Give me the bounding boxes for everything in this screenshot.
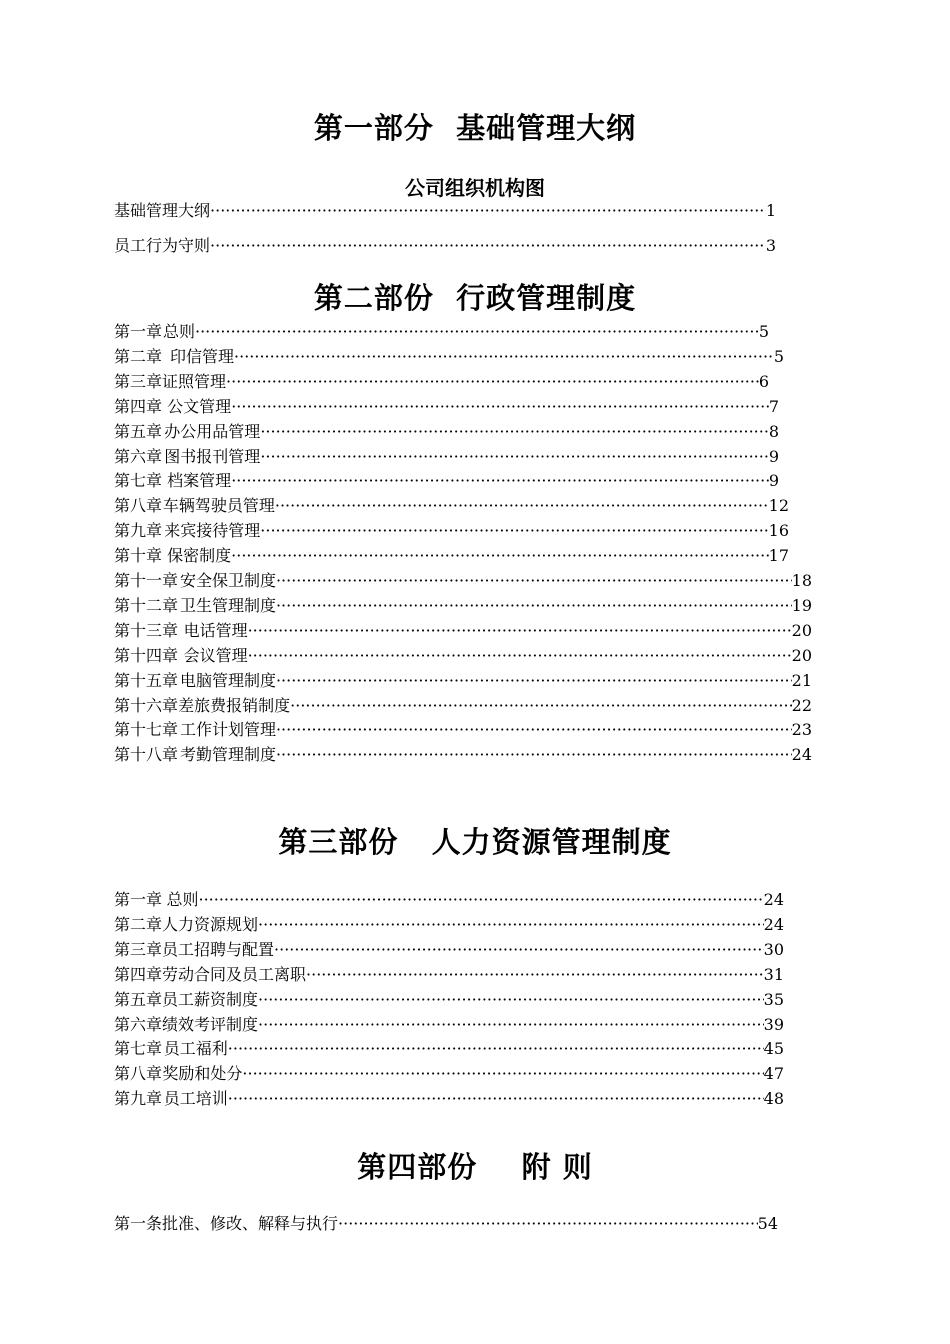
toc-leader-dots	[199, 889, 764, 911]
toc-entry-page: 23	[791, 720, 812, 740]
toc-entry-name: 车辆驾驶员管理	[162, 496, 275, 516]
toc-entry-name: 保密制度	[167, 546, 232, 566]
toc-entry-page: 24	[763, 890, 784, 909]
toc-entry-page: 17	[768, 546, 789, 566]
toc-leader-dots	[276, 744, 792, 766]
toc-entry-name: 卫生管理制度	[179, 595, 276, 615]
toc-entry[interactable]	[114, 200, 776, 222]
toc-entry-page: 1	[765, 201, 776, 220]
toc-entry[interactable]	[114, 939, 784, 961]
toc-entry-page: 21	[791, 670, 812, 690]
toc-chapter-label: 第三章	[114, 939, 163, 959]
toc-leader-dots	[226, 371, 759, 393]
toc-entry-name: 基础管理大纲	[114, 201, 211, 220]
toc-leader-dots	[228, 1088, 764, 1110]
toc-entry-name: 员工行为守则	[114, 236, 211, 255]
toc-entry-page: 8	[768, 421, 779, 441]
toc-entry[interactable]	[114, 1014, 784, 1036]
toc-chapter-label: 第十五章	[114, 670, 179, 690]
toc-leader-dots	[260, 421, 769, 443]
toc-leader-dots	[258, 989, 764, 1011]
toc-entry-page: 3	[765, 236, 776, 255]
toc-entry[interactable]	[114, 645, 812, 667]
toc-entry-page: 19	[791, 595, 812, 615]
toc-leader-dots	[210, 200, 766, 222]
toc-entry-name: 员工培训	[163, 1089, 228, 1109]
toc-entry-name: 安全保卫制度	[179, 571, 276, 590]
toc-entry-name: 电脑管理制度	[179, 670, 276, 690]
toc-entry[interactable]	[114, 989, 784, 1011]
toc-entry[interactable]	[114, 1088, 784, 1110]
toc-entry-page: 12	[768, 496, 789, 516]
toc-entry[interactable]	[114, 695, 812, 717]
toc-entry-name: 员工福利	[163, 1039, 228, 1059]
toc-chapter-label: 第二章	[114, 346, 163, 366]
toc-leader-dots	[231, 396, 769, 418]
toc-chapter-label: 第六章	[114, 1014, 163, 1034]
toc-leader-dots	[260, 520, 768, 542]
toc-chapter-label: 第四章	[114, 396, 163, 416]
toc-entry[interactable]	[114, 1063, 784, 1085]
toc-entry-page: 24	[763, 914, 784, 934]
part1-title: 第一部分 基础管理大纲	[313, 111, 637, 145]
toc-leader-dots	[275, 495, 769, 517]
toc-chapter-label: 第十一章	[114, 571, 179, 590]
toc-entry-page: 7	[768, 396, 779, 416]
toc-entry-page: 54	[757, 1214, 778, 1233]
part2-title: 第二部份 行政管理制度	[313, 281, 637, 315]
toc-chapter-label: 第十八章	[114, 745, 179, 765]
toc-chapter-label: 第一条	[114, 1214, 163, 1233]
toc-chapter-label: 第十三章	[114, 620, 179, 640]
toc-entry-name: 批准、修改、解释与执行	[162, 1214, 339, 1233]
toc-entry[interactable]	[114, 620, 812, 642]
toc-entry[interactable]	[114, 235, 776, 257]
toc-entry-page: 6	[758, 371, 769, 391]
toc-entry-name: 总则	[162, 322, 195, 341]
toc-chapter-label: 第十章	[114, 546, 163, 566]
toc-entry[interactable]	[114, 396, 779, 418]
toc-leader-dots	[248, 645, 792, 667]
toc-entry[interactable]	[114, 545, 789, 567]
toc-leader-dots	[276, 670, 792, 692]
toc-entry-name: 差旅费报销制度	[178, 695, 291, 715]
toc-entry-name: 奖励和处分	[162, 1064, 243, 1084]
toc-chapter-label: 第五章	[114, 421, 163, 441]
toc-chapter-label: 第九章	[114, 1089, 163, 1109]
toc-entry-name: 档案管理	[167, 471, 232, 491]
toc-entry[interactable]	[114, 470, 779, 492]
part3-title: 第三部份 人力资源管理制度	[278, 825, 672, 859]
toc-entry[interactable]	[114, 520, 789, 542]
toc-entry-name: 电话管理	[183, 620, 248, 640]
toc-leader-dots	[276, 719, 792, 741]
toc-entry[interactable]	[114, 321, 769, 343]
toc-leader-dots	[258, 1014, 764, 1036]
toc-chapter-label: 第三章	[114, 371, 163, 391]
toc-leader-dots	[248, 620, 792, 642]
toc-chapter-label: 第一章	[114, 322, 163, 341]
toc-entry[interactable]	[114, 421, 779, 443]
toc-entry-page: 39	[763, 1014, 784, 1034]
toc-chapter-label: 第十四章	[114, 645, 179, 665]
toc-entry-page: 22	[791, 695, 812, 715]
toc-leader-dots	[274, 939, 764, 961]
toc-entry[interactable]	[114, 670, 812, 692]
toc-entry-name: 人力资源规划	[162, 914, 259, 934]
toc-leader-dots	[260, 446, 769, 468]
toc-entry-page: 20	[791, 620, 812, 640]
toc-entry[interactable]	[114, 371, 769, 393]
toc-chapter-label: 第二章	[114, 914, 163, 934]
toc-entry-name: 办公用品管理	[164, 421, 261, 441]
org-chart-subtitle: 公司组织机构图	[405, 176, 545, 200]
toc-leader-dots	[228, 1038, 764, 1060]
toc-entry-page: 5	[758, 322, 769, 341]
toc-chapter-label: 第四章	[114, 964, 163, 984]
toc-entry-page: 47	[763, 1064, 784, 1084]
toc-entry[interactable]	[114, 889, 784, 911]
toc-entry-page: 30	[763, 939, 784, 959]
toc-entry-name: 来宾接待管理	[164, 521, 261, 541]
toc-entry-name: 考勤管理制度	[179, 745, 276, 765]
toc-chapter-label: 第十七章	[114, 720, 179, 740]
toc-entry-name: 总则	[166, 890, 199, 909]
toc-chapter-label: 第八章	[114, 496, 163, 516]
toc-entry-page: 45	[763, 1039, 784, 1059]
toc-entry-name: 工作计划管理	[179, 720, 276, 740]
toc-entry-name: 劳动合同及员工离职	[162, 964, 307, 984]
toc-leader-dots	[242, 1063, 763, 1085]
toc-chapter-label: 第九章	[114, 521, 163, 541]
toc-entry[interactable]	[114, 595, 812, 617]
toc-entry-page: 16	[768, 521, 789, 541]
toc-entry[interactable]	[114, 570, 812, 592]
toc-entry[interactable]	[114, 964, 784, 986]
toc-entry-name: 员工招聘与配置	[162, 939, 275, 959]
toc-leader-dots	[231, 545, 768, 567]
toc-entry-page: 9	[768, 446, 779, 466]
toc-entry-page: 20	[791, 645, 812, 665]
toc-entry[interactable]	[114, 719, 812, 741]
toc-leader-dots	[210, 235, 766, 257]
toc-leader-dots	[195, 321, 759, 343]
toc-entry[interactable]	[114, 346, 784, 368]
toc-chapter-label: 第七章	[114, 471, 163, 491]
toc-chapter-label: 第五章	[114, 989, 163, 1009]
toc-entry-name: 会议管理	[183, 645, 248, 665]
toc-chapter-label: 第一章	[114, 890, 163, 909]
toc-entry-name: 图书报刊管理	[164, 446, 261, 466]
toc-entry-page: 31	[763, 964, 784, 984]
toc-leader-dots	[231, 470, 769, 492]
toc-entry[interactable]	[114, 446, 779, 468]
toc-entry-page: 35	[763, 989, 784, 1009]
toc-leader-dots	[258, 914, 764, 936]
toc-leader-dots	[234, 346, 774, 368]
toc-leader-dots	[290, 695, 792, 717]
toc-entry-name: 公文管理	[167, 396, 232, 416]
toc-entry[interactable]	[114, 744, 812, 766]
toc-entry-page: 9	[768, 471, 779, 491]
toc-chapter-label: 第七章	[114, 1039, 163, 1059]
toc-entry-page: 5	[773, 346, 784, 366]
toc-leader-dots	[276, 595, 792, 617]
toc-entry-page: 18	[791, 571, 812, 590]
toc-entry-name: 员工薪资制度	[162, 989, 259, 1009]
toc-leader-dots	[338, 1213, 758, 1235]
toc-entry[interactable]	[114, 495, 789, 517]
toc-entry-name: 印信管理	[170, 346, 235, 366]
part4-title: 第四部份 附 则	[357, 1150, 593, 1184]
toc-entry-page: 48	[763, 1089, 784, 1109]
toc-chapter-label: 第十二章	[114, 595, 179, 615]
toc-entry[interactable]	[114, 914, 784, 936]
toc-entry[interactable]	[114, 1213, 778, 1235]
toc-chapter-label: 第六章	[114, 446, 163, 466]
toc-entry-name: 证照管理	[162, 371, 227, 391]
toc-entry-name: 绩效考评制度	[162, 1014, 259, 1034]
toc-chapter-label: 第八章	[114, 1064, 163, 1084]
toc-entry[interactable]	[114, 1038, 784, 1060]
toc-entry-page: 24	[791, 745, 812, 765]
toc-leader-dots	[306, 964, 764, 986]
toc-chapter-label: 第十六章	[114, 695, 179, 715]
toc-leader-dots	[276, 570, 792, 592]
